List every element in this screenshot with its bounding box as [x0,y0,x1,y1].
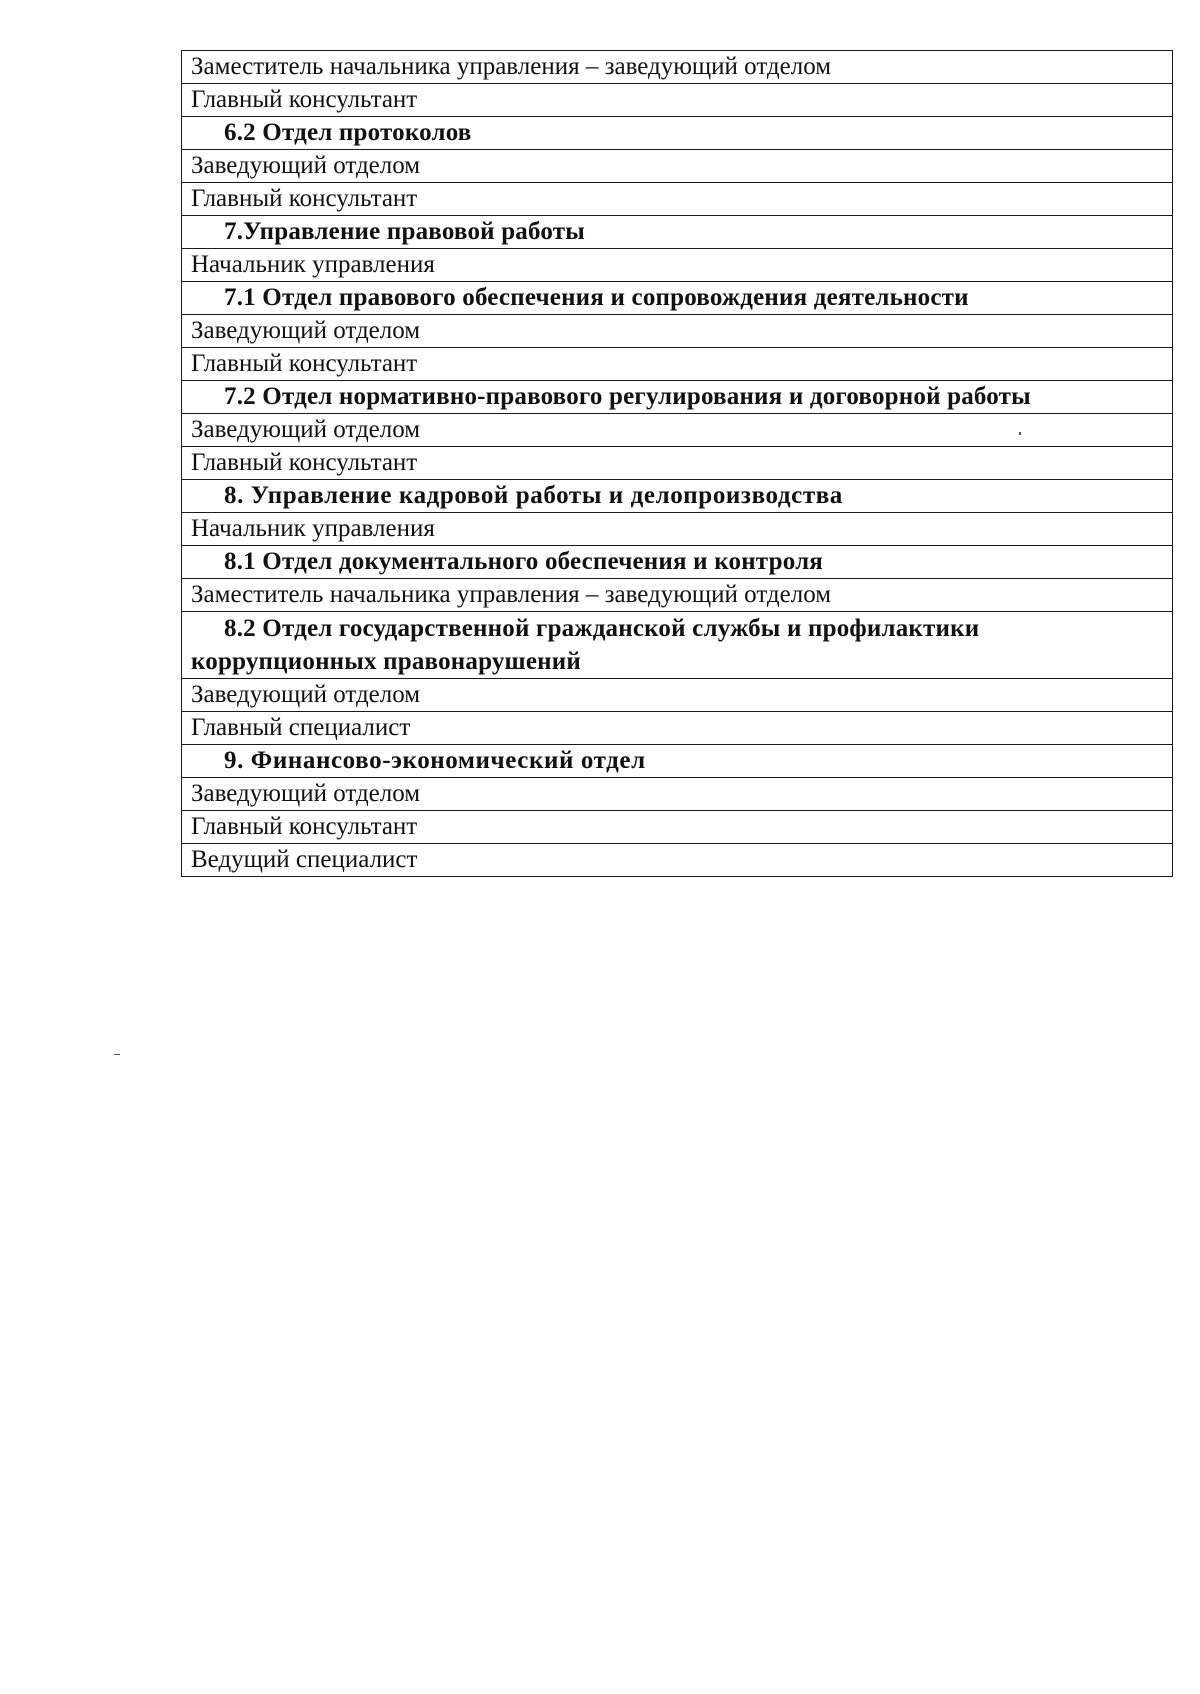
table-row-department-heading [182,546,1173,579]
department-heading-cell: 9. Финансово-экономический отдел [182,745,1173,778]
table-row-position [182,348,1173,381]
table-row-position [182,249,1173,282]
table-row-position [182,51,1173,84]
table-row-position [182,414,1173,447]
position-cell: Начальник управления [182,249,1173,282]
department-heading-cell: 7.1 Отдел правового обеспечения и сопровождения деятельности [182,282,1173,315]
table-row-department-heading [182,612,1173,679]
position-cell: Ведущий специалист [182,844,1173,877]
position-cell: Главный консультант [182,183,1173,216]
department-heading-cell: 7.Управление правовой работы [182,216,1173,249]
position-cell: Заведующий отделом [182,679,1173,712]
table-row-position [182,315,1173,348]
table-row-position [182,811,1173,844]
position-cell: Главный специалист [182,712,1173,745]
department-heading-cell [182,612,1173,679]
position-cell: Заместитель начальника управления – заведующий отделом [182,579,1173,612]
table-row-department-heading [182,480,1173,513]
table-row-department-heading [182,282,1173,315]
position-cell: Заведующий отделом [182,150,1173,183]
position-cell: Заведующий отделом [182,778,1173,811]
table-row-position [182,447,1173,480]
department-heading-line-2: коррупционных правонарушений [191,648,581,675]
department-heading-cell: 6.2 Отдел протоколов [182,117,1173,150]
position-cell: Главный консультант [182,348,1173,381]
table-row-position [182,679,1173,712]
table-row-position [182,84,1173,117]
staff-positions-table [181,50,1173,877]
position-cell: Главный консультант [182,447,1173,480]
table-row-position [182,712,1173,745]
table-row-position [182,513,1173,546]
department-heading-line-1: 8.2 Отдел государственной гражданской службы и профилактики [224,615,980,642]
position-cell: Заведующий отделом [182,414,1173,447]
table-row-position [182,778,1173,811]
table-row-position [182,150,1173,183]
table-row-department-heading [182,117,1173,150]
table-row-position [182,844,1173,877]
table-row-department-heading [182,216,1173,249]
department-heading-cell: 8.1 Отдел документального обеспечения и контроля [182,546,1173,579]
table-row-department-heading [182,745,1173,778]
table-row-position [182,183,1173,216]
position-cell: Главный консультант [182,84,1173,117]
department-heading-cell: 8. Управление кадровой работы и делопроизводства [182,480,1173,513]
position-cell: Заместитель начальника управления – заведующий отделом [182,51,1173,84]
table-row-position [182,579,1173,612]
position-cell: Главный консультант [182,811,1173,844]
position-cell: Заведующий отделом [182,315,1173,348]
table-row-department-heading [182,381,1173,414]
department-heading-cell: 7.2 Отдел нормативно-правового регулирования и договорной работы [182,381,1173,414]
scan-speck [114,1054,120,1055]
position-cell: Начальник управления [182,513,1173,546]
scan-speck [1019,432,1021,435]
